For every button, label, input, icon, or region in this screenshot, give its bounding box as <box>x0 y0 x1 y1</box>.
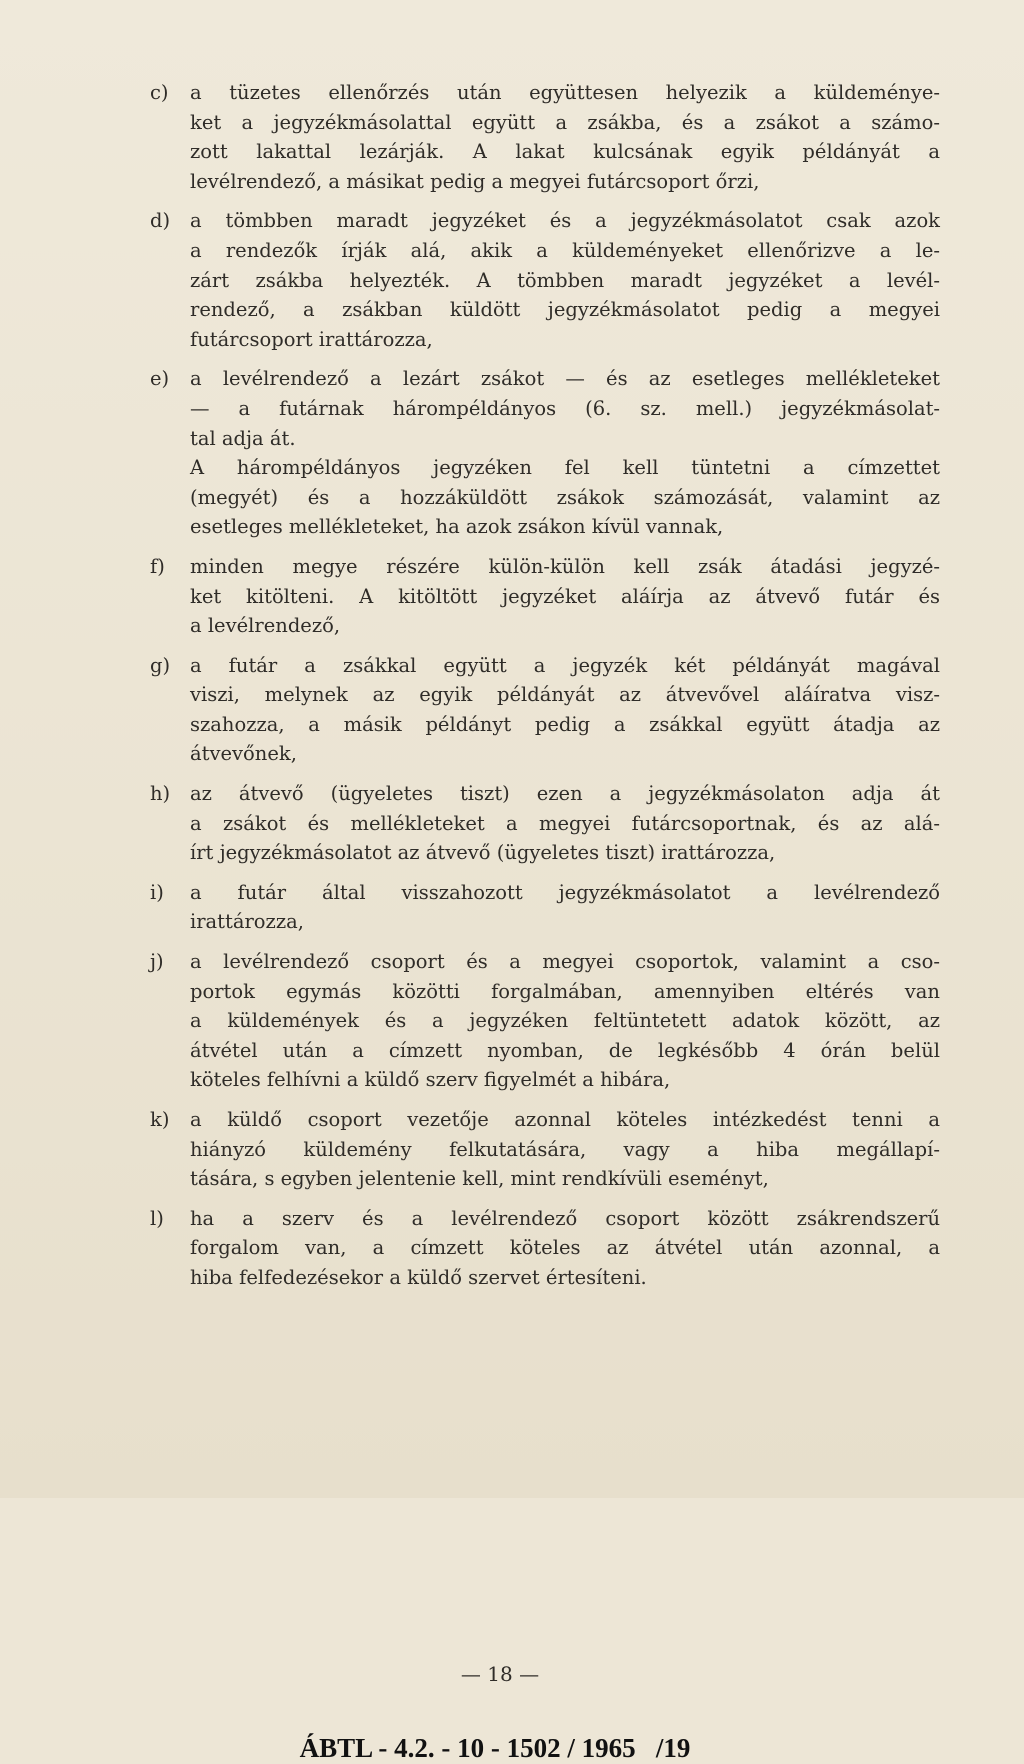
text-line: a levélrendező csoport és a megyei csoportok, valamint a cso- <box>190 950 940 974</box>
text-line: A hárompéldányos jegyzéken fel kell tüntetni a címzettet <box>190 456 940 480</box>
document-body <box>150 78 940 1303</box>
text-line: (megyét) és a hozzáküldött zsákok számozását, valamint az <box>190 485 940 509</box>
item-label: e) <box>150 367 170 391</box>
item-label: j) <box>150 950 164 974</box>
text-line: a tömbben maradt jegyzéket és a jegyzékmásolatot csak azok <box>190 209 940 233</box>
item-label: k) <box>150 1108 170 1131</box>
item-label: l) <box>150 1206 164 1230</box>
text-line: viszi, melynek az egyik példányát az átvevővel aláíratva visz- <box>190 683 940 707</box>
text-line: tására, s egyben jelentenie kell, mint rendkívüli eseményt, <box>190 1167 769 1191</box>
list-item-j <box>150 947 940 1095</box>
list-item-i <box>150 878 940 937</box>
text-line: a futár a zsákkal együtt a jegyzék két példányát magával <box>190 653 940 677</box>
item-label: d) <box>150 209 171 233</box>
text-line: átvevőnek, <box>190 742 297 766</box>
text-line: a rendezők írják alá, akik a küldeményeket ellenőrizve a le- <box>190 238 940 262</box>
list-item-c <box>150 78 940 196</box>
text-line: a küldemények és a jegyzéken feltüntetett adatok között, az <box>190 1009 940 1033</box>
text-line: rendező, a zsákban küldött jegyzékmásolatot pedig a megyei <box>190 298 940 322</box>
text-line: a zsákot és mellékleteket a megyei futárcsoportnak, és az alá- <box>190 811 940 835</box>
text-line: ha a szerv és a levélrendező csoport között zsákrendszerű <box>190 1206 940 1230</box>
text-line: a futár által visszahozott jegyzékmásolatot a levélrendező <box>190 880 940 904</box>
text-line: hiányzó küldemény felkutatására, vagy a hiba megállapí- <box>190 1137 940 1161</box>
list-item-l <box>150 1204 940 1293</box>
text-line: átvétel után a címzett nyomban, de legkésőbb 4 órán belül <box>190 1038 940 1062</box>
item-label: f) <box>150 554 165 578</box>
page-number: — 18 — <box>460 1662 540 1686</box>
list-item-g <box>150 651 940 769</box>
text-line: hiba felfedezésekor a küldő szervet értesíteni. <box>190 1265 647 1289</box>
list-item-d <box>150 206 940 354</box>
item-label: c) <box>150 81 169 104</box>
text-line: futárcsoport irattározza, <box>190 327 433 351</box>
text-line: a levélrendező a lezárt zsákot — és az esetleges mellékleteket <box>190 367 940 391</box>
text-line: portok egymás közötti forgalmában, amennyiben eltérés van <box>190 979 940 1003</box>
list-item-h <box>150 779 940 868</box>
text-line: az átvevő (ügyeletes tiszt) ezen a jegyzékmásolaton adja át <box>190 782 940 806</box>
item-label: i) <box>150 880 164 904</box>
text-line: ket a jegyzékmásolattal együtt a zsákba, és a zsákot a számo- <box>190 110 940 134</box>
text-line: a tüzetes ellenőrzés után együttesen helyezik a küldeménye- <box>190 81 940 104</box>
item-label: g) <box>150 653 171 677</box>
text-line: tal adja át. <box>190 426 296 450</box>
text-line: — a futárnak hárompéldányos (6. sz. mell.) jegyzékmásolat- <box>190 396 940 420</box>
item-label: h) <box>150 782 171 806</box>
text-line: forgalom van, a címzett köteles az átvétel után azonnal, a <box>190 1236 940 1260</box>
text-line: írt jegyzékmásolatot az átvevő (ügyeletes tiszt) irattározza, <box>190 841 776 865</box>
list-item-k <box>150 1105 940 1194</box>
text-line: irattározza, <box>190 910 304 934</box>
text-line: esetleges mellékleteket, ha azok zsákon kívül vannak, <box>190 515 724 539</box>
text-line: ket kitölteni. A kitöltött jegyzéket aláírja az átvevő futár és <box>190 584 940 608</box>
text-line: a levélrendező, <box>190 614 341 638</box>
text-line: a küldő csoport vezetője azonnal köteles intézkedést tenni a <box>190 1108 940 1131</box>
text-line: zott lakattal lezárják. A lakat kulcsának egyik példányát a <box>190 140 940 164</box>
text-line: minden megye részére külön-külön kell zsák átadási jegyzé- <box>190 554 940 578</box>
text-line: köteles felhívni a küldő szerv figyelmét a hibára, <box>190 1068 671 1092</box>
text-line: zárt zsákba helyezték. A tömbben maradt jegyzéket a levél- <box>190 268 940 292</box>
list-item-f <box>150 552 940 641</box>
list-item-e <box>150 364 940 542</box>
text-line: szahozza, a másik példányt pedig a zsákkal együtt átadja az <box>190 712 940 736</box>
text-line: levélrendező, a másikat pedig a megyei futárcsoport őrzi, <box>190 169 760 193</box>
archive-reference: ÁBTL - 4.2. - 10 - 1502 / 1965 /19 <box>299 1733 691 1763</box>
